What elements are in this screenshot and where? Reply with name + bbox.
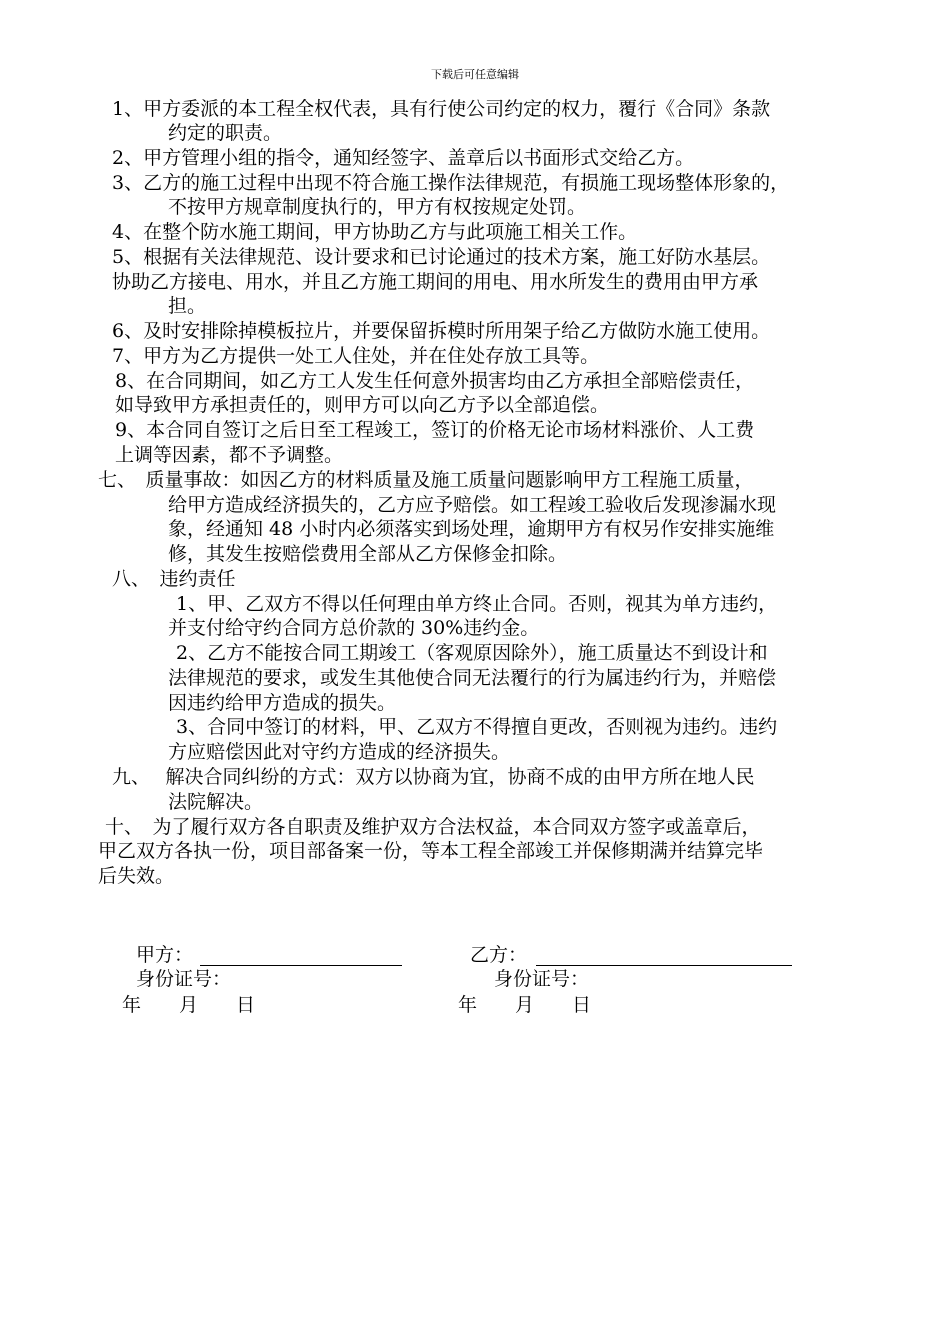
clause-line: 7、甲方为乙方提供一处工人住处，并在住处存放工具等。 xyxy=(112,345,600,367)
party-a-signature-line[interactable] xyxy=(200,965,402,966)
clause-line: 8、在合同期间，如乙方工人发生任何意外损害均由乙方承担全部赔偿责任， xyxy=(115,370,755,392)
clause-line: 协助乙方接电、用水，并且乙方施工期间的用电、用水所发生的费用由甲方承 xyxy=(112,271,759,293)
clause-line: 上调等因素，都不予调整。 xyxy=(115,444,344,466)
clause-line: 不按甲方规章制度执行的，甲方有权按规定处罚。 xyxy=(168,196,587,218)
clause-line: 八、 违约责任 xyxy=(112,568,236,590)
party-b-id-label: 身份证号： xyxy=(494,968,590,990)
clause-line: 给甲方造成经济损失的，乙方应予赔偿。如工程竣工验收后发现渗漏水现 xyxy=(168,494,777,516)
clause-line: 如导致甲方承担责任的，则甲方可以向乙方予以全部追偿。 xyxy=(115,394,610,416)
clause-line: 法律规范的要求，或发生其他使合同无法覆行的行为属违约行为，并赔偿 xyxy=(168,667,777,689)
clause-line: 3、合同中签订的材料，甲、乙双方不得擅自更改，否则视为违约。违约 xyxy=(176,716,778,738)
clause-line: 甲乙双方各执一份，项目部备案一份，等本工程全部竣工并保修期满并结算完毕 xyxy=(98,840,764,862)
clause-line: 1、甲、乙双方不得以任何理由单方终止合同。否则，视其为单方违约， xyxy=(176,593,778,615)
party-a-id-label: 身份证号： xyxy=(136,968,232,990)
party-b-signature-line[interactable] xyxy=(536,965,792,966)
clause-line: 后失效。 xyxy=(98,865,175,887)
clause-line: 担。 xyxy=(168,295,207,317)
clause-line: 9、本合同自签订之后日至工程竣工，签订的价格无论市场材料涨价、人工费 xyxy=(115,419,755,441)
clause-line: 1、甲方委派的本工程全权代表，具有行使公司约定的权力，覆行《合同》条款 xyxy=(112,98,771,120)
page-header: 下载后可任意编辑 xyxy=(431,68,519,81)
clause-line: 3、乙方的施工过程中出现不符合施工操作法律规范，有损施工现场整体形象的， xyxy=(112,172,790,194)
clause-line: 象，经通知 48 小时内必须落实到场处理，逾期甲方有权另作安排实施维 xyxy=(168,518,775,540)
party-a-label: 甲方： xyxy=(136,944,194,966)
clause-line: 5、根据有关法律规范、设计要求和已讨论通过的技术方案，施工好防水基层。 xyxy=(112,246,771,268)
clause-line: 并支付给守约合同方总价款的 30%违约金。 xyxy=(168,617,540,639)
clause-line: 九、 解决合同纠纷的方式：双方以协商为宜，协商不成的由甲方所在地人民 xyxy=(112,766,755,788)
clause-line: 6、及时安排除掉模板拉片，并要保留拆模时所用架子给乙方做防水施工使用。 xyxy=(112,320,771,342)
party-a-date: 年 月 日 xyxy=(122,994,256,1016)
clause-line: 2、甲方管理小组的指令，通知经签字、盖章后以书面形式交给乙方。 xyxy=(112,147,695,169)
clause-line: 2、乙方不能按合同工期竣工（客观原因除外），施工质量达不到设计和 xyxy=(176,642,768,664)
clause-line: 修，其发生按赔偿费用全部从乙方保修金扣除。 xyxy=(168,543,568,565)
clause-line: 4、在整个防水施工期间，甲方协助乙方与此项施工相关工作。 xyxy=(112,221,638,243)
clause-line: 七、 质量事故：如因乙方的材料质量及施工质量问题影响甲方工程施工质量， xyxy=(98,469,754,491)
party-b-date: 年 月 日 xyxy=(458,994,592,1016)
clause-line: 方应赔偿因此对守约方造成的经济损失。 xyxy=(168,741,511,763)
clause-line: 法院解决。 xyxy=(168,791,264,813)
party-b-label: 乙方： xyxy=(470,944,528,966)
clause-line: 十、 为了履行双方各自职责及维护双方合法权益，本合同双方签字或盖章后， xyxy=(105,816,761,838)
clause-line: 因违约给甲方造成的损失。 xyxy=(168,692,397,714)
clause-line: 约定的职责。 xyxy=(168,122,283,144)
